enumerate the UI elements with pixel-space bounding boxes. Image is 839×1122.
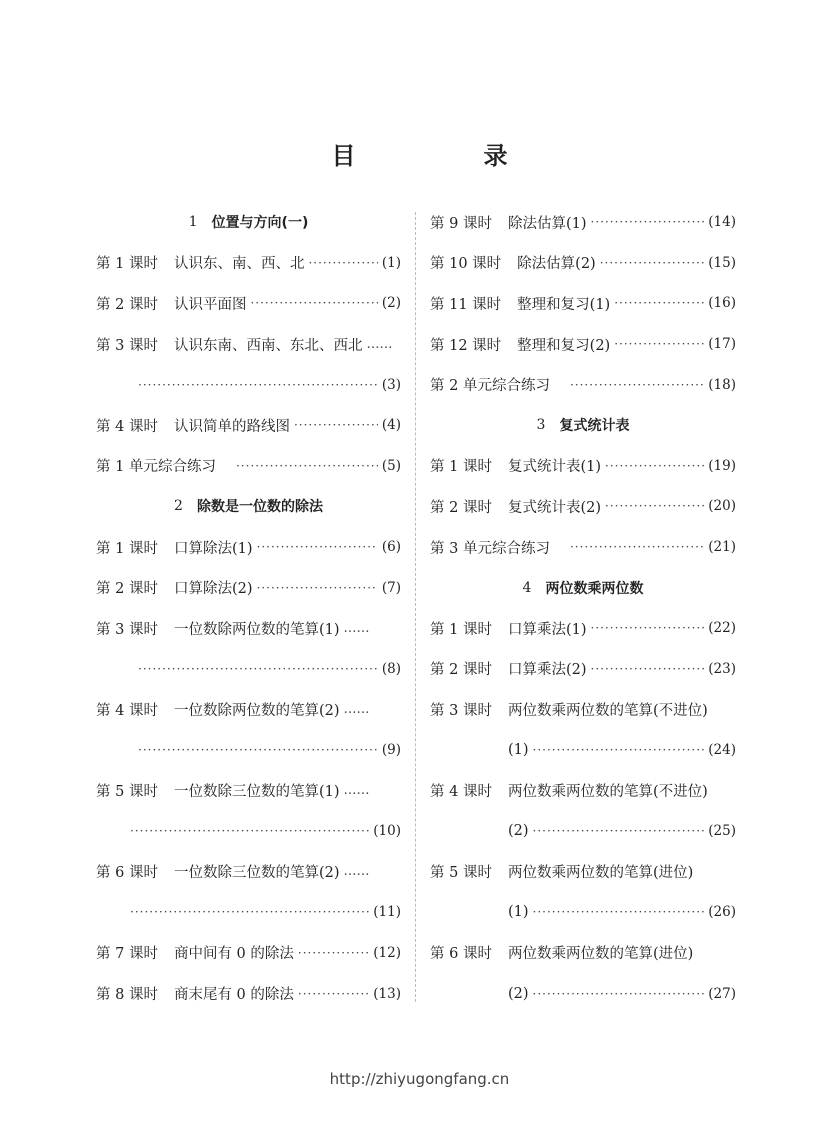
page-number: (23) xyxy=(708,660,736,677)
toc-right-column xyxy=(430,202,736,1014)
leader-dots-trail: …… xyxy=(343,864,370,880)
toc-entry xyxy=(96,567,401,608)
lesson-label: 第 4 课时 xyxy=(430,784,492,801)
lesson-title: 两位数乘两位数的笔算(不进位) xyxy=(507,784,708,801)
page-number: (16) xyxy=(708,295,736,312)
lesson-title: 口算除法(1) xyxy=(173,540,253,557)
toc-entry xyxy=(96,689,401,730)
leader-dots xyxy=(533,987,705,1001)
lesson-label: 第 7 课时 xyxy=(96,946,158,963)
toc-section-heading xyxy=(96,486,401,527)
lesson-label: 第 11 课时 xyxy=(430,296,502,313)
leader-dots xyxy=(591,215,705,229)
leader-dots-trail: …… xyxy=(343,783,370,799)
lesson-title: 一位数除三位数的笔算(2) xyxy=(173,865,340,882)
leader-dots xyxy=(605,499,704,513)
page-number: (14) xyxy=(708,214,736,231)
toc-entry xyxy=(430,649,736,690)
lesson-title: 认识东南、西南、东北、西北 xyxy=(173,337,363,354)
leader-dots xyxy=(308,256,377,270)
leader-dots xyxy=(570,378,704,392)
lesson-title: 除法估算(2) xyxy=(517,256,596,273)
leader-dots xyxy=(600,256,705,270)
lesson-label: 第 3 课时 xyxy=(96,621,158,638)
page-number: (19) xyxy=(708,457,736,474)
lesson-title: 整理和复习(1) xyxy=(517,296,611,313)
lesson-label: 第 2 课时 xyxy=(430,662,492,679)
toc-section-heading xyxy=(96,202,401,243)
toc-entry xyxy=(430,852,736,893)
leader-dots xyxy=(605,459,704,473)
page-number: (7) xyxy=(381,579,401,596)
toc-entry-continuation xyxy=(430,811,736,852)
toc-entry xyxy=(430,933,736,974)
section-number: 3 xyxy=(536,417,546,434)
leader-dots xyxy=(250,296,377,310)
page-number: (3) xyxy=(381,376,401,393)
page-number: (18) xyxy=(708,376,736,393)
lesson-label: 第 9 课时 xyxy=(430,215,492,232)
toc-entry xyxy=(430,202,736,243)
page-number: (12) xyxy=(373,944,401,961)
toc-entry xyxy=(430,608,736,649)
toc-entry xyxy=(430,527,736,568)
lesson-title: 一位数除三位数的笔算(1) xyxy=(173,784,340,801)
lesson-label: 第 1 课时 xyxy=(430,459,492,476)
leader-dots-trail: …… xyxy=(366,336,393,352)
lesson-label: 第 1 课时 xyxy=(96,540,158,557)
page-number: (5) xyxy=(381,457,401,474)
leader-dots xyxy=(138,378,378,392)
toc-entry xyxy=(96,405,401,446)
toc-entry-continuation xyxy=(430,730,736,771)
toc-entry xyxy=(430,486,736,527)
toc-entry xyxy=(430,243,736,284)
page-number: (13) xyxy=(373,985,401,1002)
lesson-title: 两位数乘两位数的笔算(不进位) xyxy=(507,702,708,719)
toc-entry xyxy=(430,283,736,324)
lesson-title: 口算乘法(1) xyxy=(507,621,587,638)
page-number: (26) xyxy=(708,904,736,921)
lesson-title: 商末尾有 0 的除法 xyxy=(173,987,294,1004)
lesson-title: 复式统计表(1) xyxy=(507,459,601,476)
page-number: (17) xyxy=(708,336,736,353)
column-divider xyxy=(415,212,416,1002)
toc-section-heading xyxy=(430,405,736,446)
section-title: 除数是一位数的除法 xyxy=(196,499,323,516)
lesson-label: 第 1 单元综合练习 xyxy=(96,459,216,476)
leader-dots xyxy=(533,824,705,838)
toc-entry xyxy=(430,770,736,811)
leader-dots xyxy=(130,905,369,919)
toc-entry xyxy=(96,770,401,811)
page-number: (27) xyxy=(708,985,736,1002)
page-number: (4) xyxy=(381,417,401,434)
page-number: (8) xyxy=(381,660,401,677)
toc-entry xyxy=(96,852,401,893)
lesson-part: (1) xyxy=(508,742,529,759)
lesson-label: 第 1 课时 xyxy=(430,621,492,638)
lesson-title: 两位数乘两位数的笔算(进位) xyxy=(507,865,694,882)
toc-entry xyxy=(96,608,401,649)
toc-entry xyxy=(430,324,736,365)
lesson-label: 第 2 单元综合练习 xyxy=(430,378,550,395)
leader-dots xyxy=(614,296,704,310)
toc-entry xyxy=(96,527,401,568)
toc-entry-continuation xyxy=(430,973,736,1014)
leader-dots xyxy=(138,743,378,757)
footer-url: http://zhiyugongfang.cn xyxy=(329,1070,510,1088)
leader-dots xyxy=(533,743,705,757)
leader-dots xyxy=(298,946,369,960)
lesson-title: 认识简单的路线图 xyxy=(173,418,290,435)
page-number: (1) xyxy=(381,254,401,271)
lesson-title: 两位数乘两位数的笔算(进位) xyxy=(507,946,694,963)
lesson-title: 一位数除两位数的笔算(1) xyxy=(173,621,340,638)
toc-entry-continuation xyxy=(96,730,401,771)
leader-dots xyxy=(236,459,378,473)
lesson-title: 一位数除两位数的笔算(2) xyxy=(173,702,340,719)
page-number: (22) xyxy=(708,620,736,637)
lesson-title: 复式统计表(2) xyxy=(507,499,601,516)
page-number: (9) xyxy=(381,742,401,759)
page-number: (10) xyxy=(373,823,401,840)
toc-entry-continuation xyxy=(96,892,401,933)
section-title: 位置与方向(一) xyxy=(211,215,309,232)
page-number: (11) xyxy=(373,904,401,921)
leader-dots xyxy=(257,581,378,595)
leader-dots-trail: …… xyxy=(343,620,370,636)
toc-entry xyxy=(430,364,736,405)
lesson-title: 认识平面图 xyxy=(173,296,247,313)
toc-entry-continuation xyxy=(430,892,736,933)
lesson-label: 第 4 课时 xyxy=(96,702,158,719)
lesson-title: 商中间有 0 的除法 xyxy=(173,946,294,963)
toc-entry xyxy=(96,446,401,487)
lesson-label: 第 1 课时 xyxy=(96,256,158,273)
section-title: 复式统计表 xyxy=(559,418,630,435)
toc-entry xyxy=(96,324,401,365)
lesson-label: 第 5 课时 xyxy=(430,865,492,882)
lesson-label: 第 6 课时 xyxy=(430,946,492,963)
leader-dots xyxy=(533,905,705,919)
leader-dots xyxy=(138,662,378,676)
toc-entry xyxy=(430,446,736,487)
leader-dots xyxy=(570,540,704,554)
toc-entry-continuation xyxy=(96,364,401,405)
leader-dots xyxy=(591,662,705,676)
leader-dots xyxy=(614,337,704,351)
page-number: (15) xyxy=(708,254,736,271)
lesson-label: 第 3 课时 xyxy=(96,337,158,354)
toc-entry xyxy=(96,933,401,974)
lesson-label: 第 8 课时 xyxy=(96,987,158,1004)
leader-dots xyxy=(294,418,378,432)
toc-entry xyxy=(96,973,401,1014)
toc-entry-continuation xyxy=(96,649,401,690)
lesson-label: 第 4 课时 xyxy=(96,418,158,435)
leader-dots xyxy=(130,824,369,838)
page-number: (24) xyxy=(708,742,736,759)
toc-section-heading xyxy=(430,567,736,608)
lesson-label: 第 2 课时 xyxy=(430,499,492,516)
page-number: (25) xyxy=(708,823,736,840)
lesson-label: 第 2 课时 xyxy=(96,581,158,598)
lesson-label: 第 5 课时 xyxy=(96,784,158,801)
leader-dots xyxy=(591,621,705,635)
section-number: 1 xyxy=(188,214,198,231)
section-title: 两位数乘两位数 xyxy=(545,580,644,597)
lesson-label: 第 12 课时 xyxy=(430,337,502,354)
toc-entry xyxy=(96,243,401,284)
lesson-title: 除法估算(1) xyxy=(507,215,587,232)
page-number: (20) xyxy=(708,498,736,515)
toc-entry xyxy=(96,283,401,324)
leader-dots xyxy=(257,540,378,554)
leader-dots-trail: …… xyxy=(343,701,370,717)
lesson-label: 第 2 课时 xyxy=(96,296,158,313)
lesson-part: (1) xyxy=(508,904,529,921)
leader-dots xyxy=(298,987,369,1001)
lesson-label: 第 3 课时 xyxy=(430,702,492,719)
lesson-label: 第 10 课时 xyxy=(430,256,502,273)
page-number: (2) xyxy=(381,295,401,312)
lesson-label: 第 6 课时 xyxy=(96,865,158,882)
lesson-label: 第 3 单元综合练习 xyxy=(430,540,550,557)
page-number: (6) xyxy=(381,539,401,556)
page-number: (21) xyxy=(708,539,736,556)
lesson-title: 口算乘法(2) xyxy=(507,662,587,679)
lesson-title: 认识东、南、西、北 xyxy=(173,256,305,273)
toc-entry-continuation xyxy=(96,811,401,852)
toc-left-column xyxy=(96,202,401,1014)
page-title: 目 录 xyxy=(331,142,560,170)
section-number: 2 xyxy=(174,498,183,515)
section-number: 4 xyxy=(522,579,532,596)
lesson-title: 口算除法(2) xyxy=(173,581,253,598)
toc-entry xyxy=(430,689,736,730)
lesson-title: 整理和复习(2) xyxy=(517,337,611,354)
lesson-part: (2) xyxy=(508,985,529,1002)
lesson-part: (2) xyxy=(508,823,529,840)
